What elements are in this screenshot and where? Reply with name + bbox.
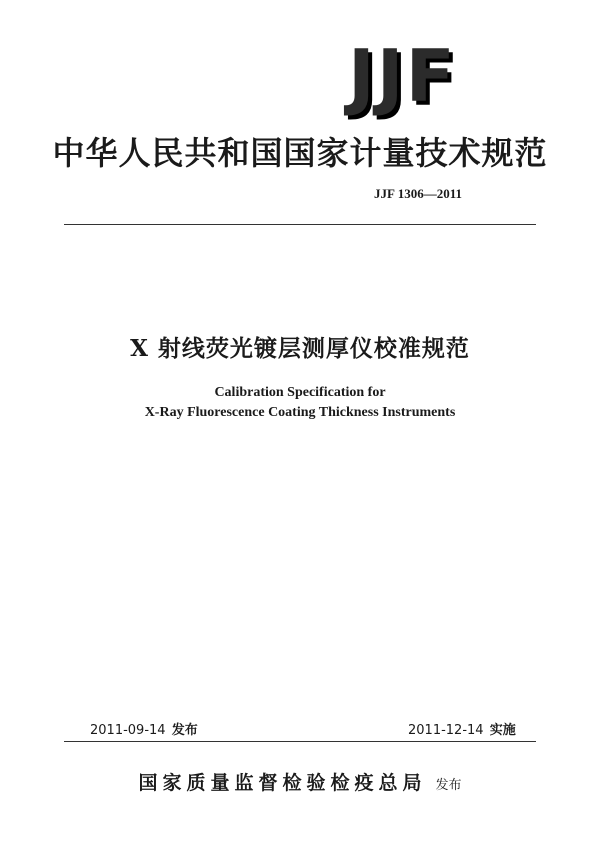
effective-label: 实施 [489, 723, 516, 738]
publisher-name: 国家质量监督检验检疫总局 [138, 772, 427, 794]
jjf-logo: JJF [348, 34, 457, 118]
issue-date-block [90, 719, 198, 738]
org-title: 中华人民共和国国家计量技术规范 [52, 134, 548, 172]
publisher-line [0, 768, 600, 795]
effective-date-block [408, 719, 516, 738]
issue-label: 发布 [171, 723, 198, 738]
chinese-title: X 射线荧光镀层测厚仪校准规范 [130, 335, 470, 362]
issue-date: 2011-09-14 [90, 723, 166, 738]
doc-number: JJF 1306—2011 [374, 186, 462, 201]
top-divider [64, 224, 536, 225]
effective-date: 2011-12-14 [408, 723, 484, 738]
english-title-line-2: X-Ray Fluorescence Coating Thickness Instruments [144, 405, 456, 420]
bottom-divider [64, 741, 536, 742]
english-title-line-1: Calibration Specification for [214, 385, 386, 400]
publisher-suffix: 发布 [435, 778, 462, 793]
